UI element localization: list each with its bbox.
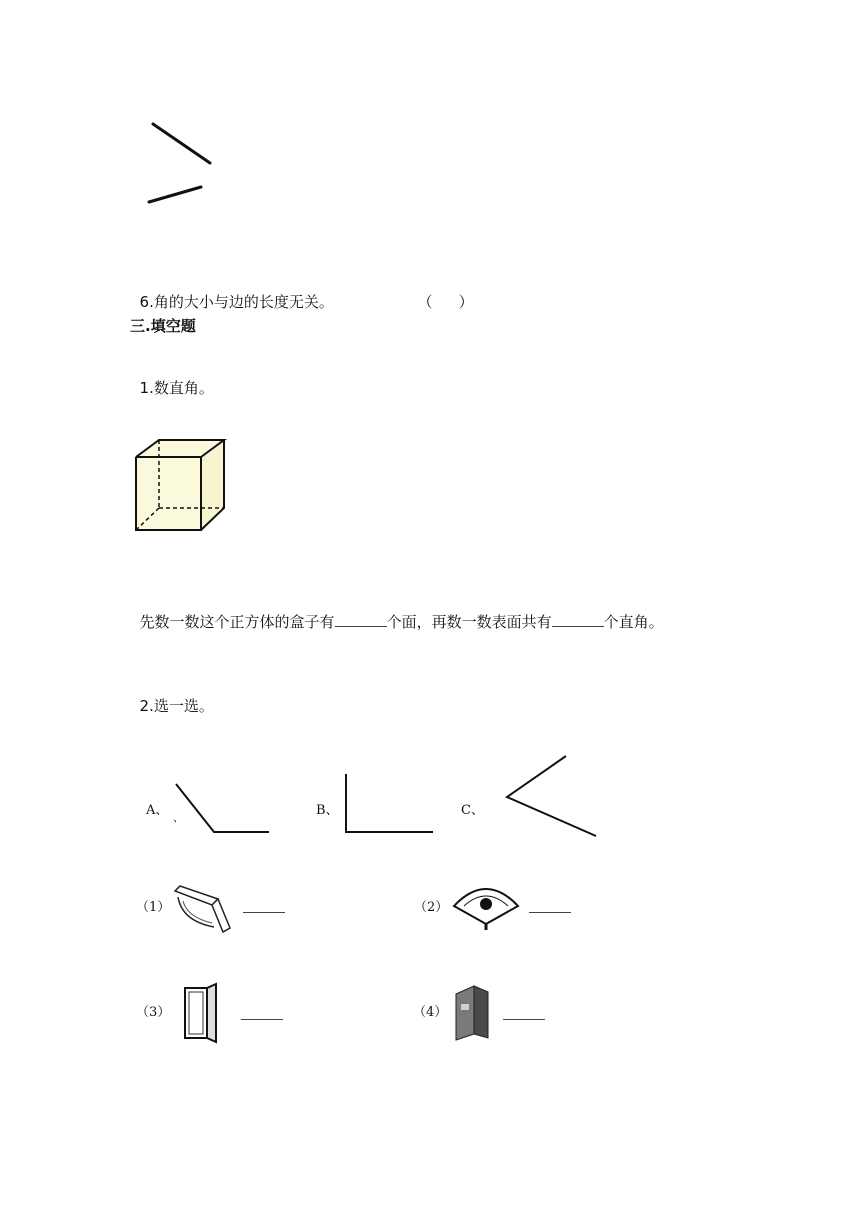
item-2-fan-picture [450,884,522,934]
item-4-folder-picture [452,982,492,1042]
angle-ray-lower [149,187,201,202]
cube-figure [130,436,230,536]
item-4-label: （4） [413,1005,448,1020]
option-c-label: C、 [461,803,484,818]
fill-2-heading [130,676,214,716]
option-a-label: A、 [146,803,169,818]
fill-2-title: 选一选。 [153,697,214,715]
fill-1-blank-right-angles[interactable] [552,625,604,627]
fill-1-sentence [130,592,664,632]
fill-1-sentence-part3: 个直角。 [603,613,664,631]
option-b-right-angle [340,770,440,836]
item-1-label: （1） [136,900,171,915]
question-6 [130,272,334,312]
item-1-answer-blank[interactable] [243,911,285,913]
angle-ray-upper [153,124,210,163]
cube-front-face [136,457,201,530]
question-6-number: 6. [139,293,154,311]
bracket-open: （ [417,293,433,311]
fill-2-number: 2. [139,697,154,715]
item-2-label: （2） [414,900,449,915]
fill-1-number: 1. [139,379,154,397]
fill-1-sentence-part2: 个面，再数一数表面共有 [386,613,552,631]
option-b-label: B、 [316,803,339,818]
fill-1-sentence-part1: 先数一数这个正方体的盒子有 [139,613,335,631]
item-3-label: （3） [136,1005,171,1020]
section-3-title: 三.填空题 [130,317,196,335]
item-3-answer-blank[interactable] [241,1018,283,1020]
fill-1-blank-faces[interactable] [335,625,387,627]
angle-figure-top [140,115,230,215]
fill-1-heading [130,358,214,398]
item-1-folding-object-picture [170,883,234,939]
option-c-acute-angle [500,752,604,840]
option-a-mark: 、 [173,811,184,824]
bracket-close: ） [458,293,474,311]
item-2-answer-blank[interactable] [529,911,571,913]
option-a-obtuse-angle [170,780,280,840]
question-6-text: 角的大小与边的长度无关。 [153,293,334,311]
item-4-answer-blank[interactable] [503,1018,545,1020]
fill-1-title: 数直角。 [153,379,214,397]
question-6-answer-bracket[interactable] [408,272,474,312]
item-3-door-picture [180,982,220,1044]
